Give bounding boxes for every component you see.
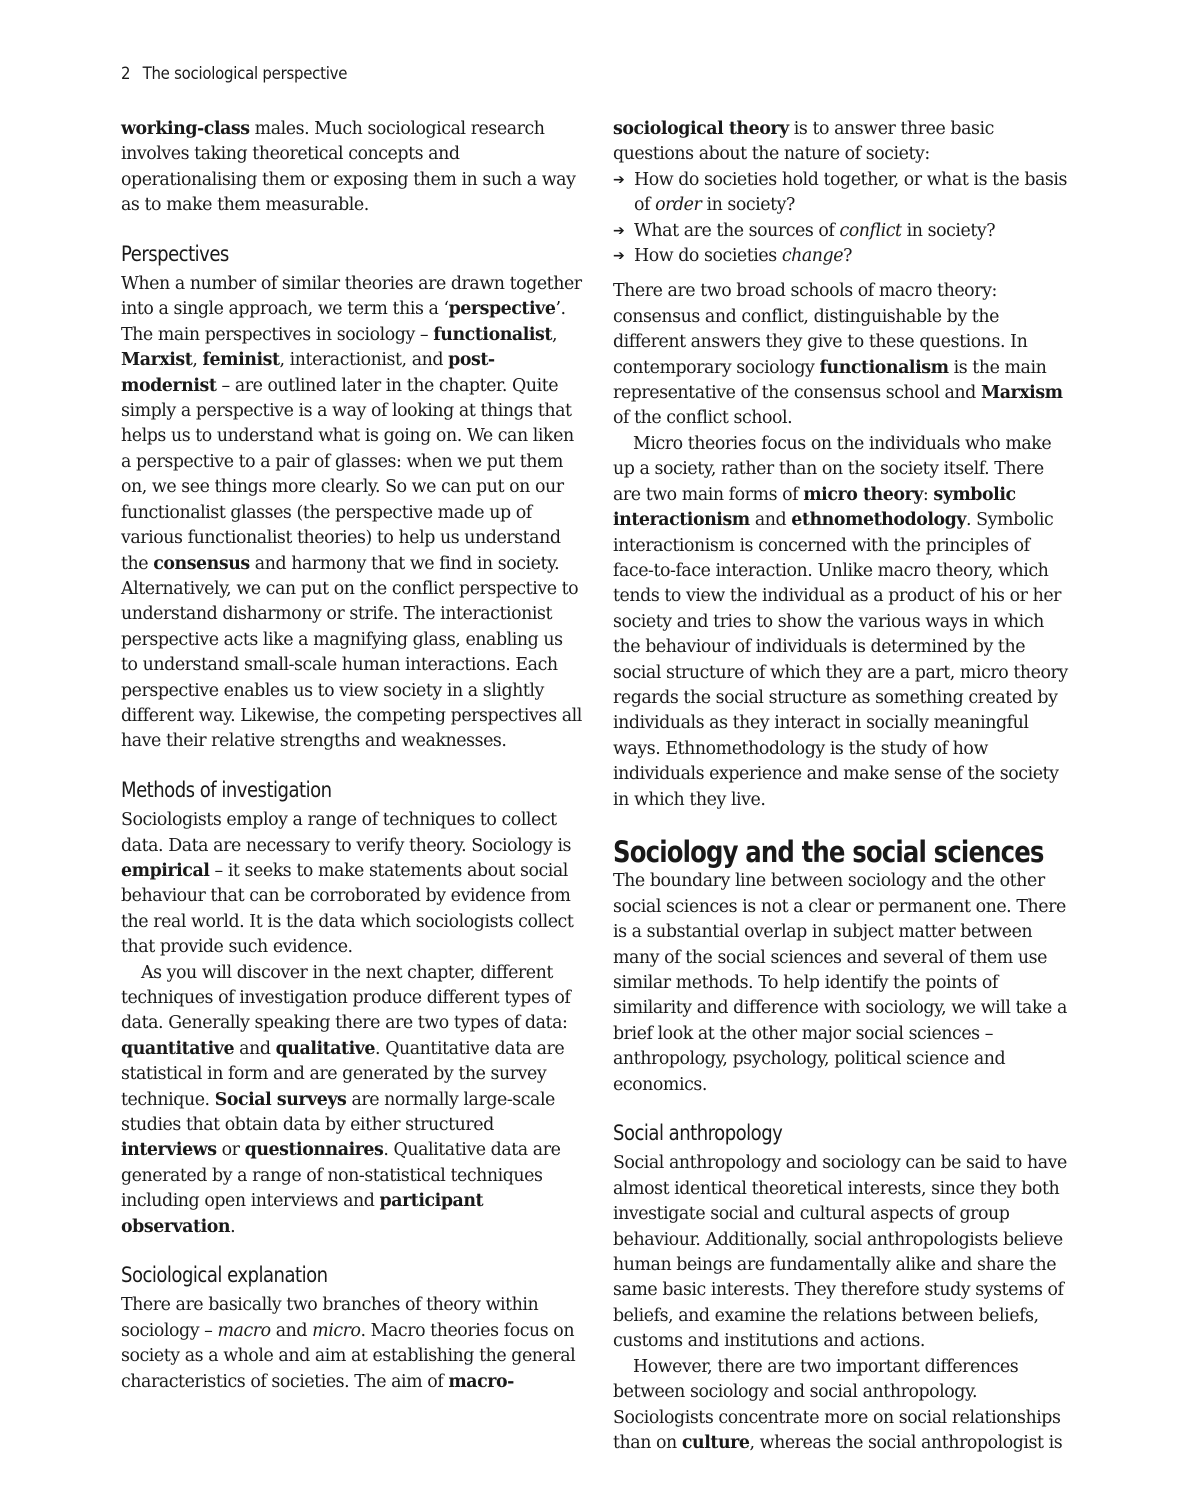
running-header xyxy=(121,64,347,84)
list-item: ➔ How do societies hold together, or what is the basis of order in society? xyxy=(613,169,1067,216)
paragraph-perspectives: When a number of similar theories are drawn together into a single approach, we term this a ‘perspective’. The main perspectives in sociology – functionalist, Marxist, feminist, interactionist, and post-modernist – are outlined later in the chapter. Quite simply a perspective is a way of looking at things that helps us to understand what is going on. We can liken a perspective to a pair of glasses: when we put them on, we see things more clearly. So we can put on our functionalist glasses (the perspective made up of various functionalist theories) to help us understand the consensus and harmony that we find in society. Alternatively, we can put on the conflict perspective to understand disharmony or strife. The interactionist perspective acts like a magnifying glass, enabling us to understand small-scale human interactions. Each perspective enables us to view society in a slightly different way. Likewise, the competing perspectives all have their relative strengths and weaknesses. xyxy=(121,274,582,752)
paragraph-methods-2: As you will discover in the next chapter, different techniques of investigation produce different types of data. Generally speaking there are two types of data: quantitative and qualitative. Quantitative data are statistical in form and are generated by the survey technique. Social surveys are normally large-scale studies that obtain data by either structured interviews or questionnaires. Qualitative data are generated by a range of non-statistical techniques including open interviews and participant observation. xyxy=(121,962,571,1237)
paragraph-methods-1: Sociologists employ a range of techniques to collect data. Data are necessary to verify theory. Sociology is empirical – it seeks to make statements about social behaviour that can be corroborated by evidence from the real world. It is the data which sociologists collect that provide such evidence. xyxy=(121,810,574,958)
paragraph-micro-theories: Micro theories focus on the individuals who make up a society, rather than on the society itself. There are two main forms of micro theory: symbolic interactionism and ethnomethodology. Symbolic interactionism is concerned with the principles of face-to-face interaction. Unlike macro theory, which tends to view the individual as a product of his or her society and tries to show the various ways in which the behaviour of individuals is determined by the social structure of which they are a part, micro theory regards the social structure as something created by individuals as they interact in socially meaningful ways. Ethnomethodology is the study of how individuals experience and make sense of the society in which they live. xyxy=(613,433,1068,810)
paragraph-continued: working-class males. Much sociological research involves taking theoretical concepts and operationalising them or exposing them in such a way as to make them measurable. xyxy=(121,119,576,216)
arrow-icon: ➔ xyxy=(613,222,625,239)
right-column xyxy=(613,117,1075,1456)
list-item: ➔ How do societies change? xyxy=(613,244,1075,269)
left-column xyxy=(121,117,583,1395)
paragraph-social-sciences: The boundary line between sociology and the other social sciences is not a clear or permanent one. There is a substantial overlap in subject matter between many of the social sciences and several of them use similar methods. To help identify the points of similarity and difference with sociology, we will take a brief look at the other major social sciences – anthropology, psychology, political science and economics. xyxy=(613,871,1067,1095)
heading-social-anthropology: Social anthropology xyxy=(613,1121,783,1146)
heading-methods: Methods of investigation xyxy=(121,777,332,802)
page-number: 2 xyxy=(121,64,131,84)
paragraph-anthropology-1: Social anthropology and sociology can be said to have almost identical theoretical interests, since they both investigate social and cultural aspects of group behaviour. Additionally, social anthropologists believe human beings are fundamentally alike and share the same basic interests. They therefore study systems of beliefs, and examine the relations between beliefs, customs and institutions and actions. xyxy=(613,1153,1067,1352)
list-item: ➔ What are the sources of conflict in society? xyxy=(613,219,1075,244)
paragraph-theory-questions: sociological theory is to answer three basic questions about the nature of society: xyxy=(613,119,994,165)
paragraph-anthropology-2: However, there are two important differences between sociology and social anthropology. Sociologists concentrate more on social relationships than on culture, whereas the social anthropologist is xyxy=(613,1356,1063,1453)
arrow-icon: ➔ xyxy=(613,248,625,265)
heading-perspectives: Perspectives xyxy=(121,241,229,266)
running-title: The sociological perspective xyxy=(142,64,348,84)
paragraph-explanation: There are basically two branches of theory within sociology – macro and micro. Macro theories focus on society as a whole and aim at establishing the general characteristics of societies. The aim of macro- xyxy=(121,1295,576,1392)
question-list xyxy=(613,168,1075,270)
arrow-icon: ➔ xyxy=(613,171,625,188)
paragraph-macro-schools: There are two broad schools of macro theory: consensus and conflict, distinguishable by the different answers they give to these questions. In contemporary sociology functionalism is the main representative of the consensus school and Marxism of the conflict school. xyxy=(613,281,1063,429)
heading-social-sciences: Sociology and the social sciences xyxy=(613,834,1044,869)
heading-explanation: Sociological explanation xyxy=(121,1263,328,1288)
